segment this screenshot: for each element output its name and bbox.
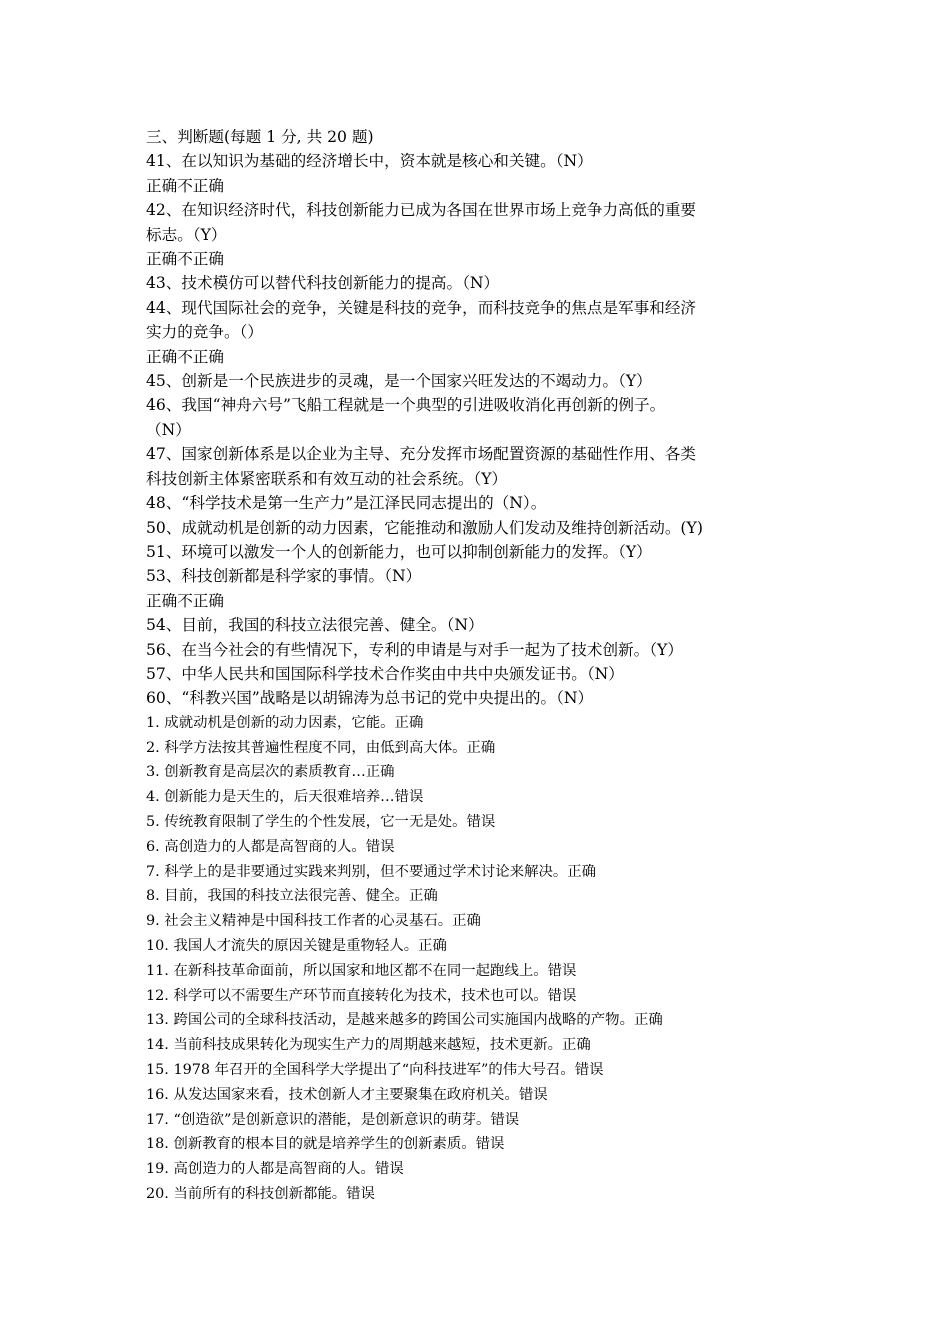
text-line: 正确不正确: [146, 347, 224, 366]
text-line: 科技创新主体紧密联系和有效互动的社会系统。（Y）: [146, 469, 508, 488]
list-item: 5. 传统教育限制了学生的个性发展，它一无是处。错误: [146, 813, 496, 830]
text-line: 正确不正确: [146, 250, 224, 269]
text-line: 57、中华人民共和国国际科学技术合作奖由中共中央颁发证书。（N）: [146, 664, 624, 683]
list-item: 7. 科学上的是非要通过实践来判别，但不要通过学术讨论来解决。正确: [146, 863, 597, 880]
list-item: 18. 创新教育的根本目的就是培养学生的创新素质。错误: [146, 1136, 505, 1153]
list-item: 10. 我国人才流失的原因关键是重物轻人。正确: [146, 937, 447, 954]
list-item: 14. 当前科技成果转化为现实生产力的周期越来越短，技术更新。正确: [146, 1037, 591, 1054]
list-item: 19. 高创造力的人都是高智商的人。错误: [146, 1161, 404, 1178]
list-item: 20. 当前所有的科技创新都能。错误: [146, 1185, 375, 1202]
text-line: （N）: [146, 420, 191, 439]
judgment-questions: [146, 149, 826, 710]
text-line: 60、“科教兴国”战略是以胡锦涛为总书记的党中央提出的。（N）: [146, 689, 594, 708]
list-item: 2. 科学方法按其普遍性程度不同，由低到高大体。正确: [146, 739, 496, 756]
list-item: 17. “创造欲”是创新意识的潜能，是创新意识的萌芽。错误: [146, 1111, 520, 1128]
text-line: 44、现代国际社会的竞争，关键是科技的竞争，而科技竞争的焦点是军事和经济: [146, 298, 697, 317]
text-line: 51、环境可以激发一个人的创新能力，也可以抑制创新能力的发挥。（Y）: [146, 542, 652, 561]
list-item: 12. 科学可以不需要生产环节而直接转化为技术，技术也可以。错误: [146, 987, 577, 1004]
list-item: 4. 创新能力是天生的，后天很难培养…错误: [146, 789, 424, 806]
text-line: 正确不正确: [146, 176, 224, 195]
list-item: 15. 1978 年召开的全国科学大学提出了“向科技进军”的伟大号召。错误: [146, 1061, 604, 1078]
text-line: 53、科技创新都是科学家的事情。（N）: [146, 567, 422, 586]
list-item: 16. 从发达国家来看，技术创新人才主要聚集在政府机关。错误: [146, 1086, 548, 1103]
text-line: 45、创新是一个民族进步的灵魂，是一个国家兴旺发达的不竭动力。（Y）: [146, 372, 652, 391]
text-line: 54、目前，我国的科技立法很完善、健全。（N）: [146, 616, 484, 635]
text-line: 50、成就动机是创新的动力因素，它能推动和激励人们发动及维持创新活动。(Y): [146, 518, 703, 537]
text-line: 47、国家创新体系是以企业为主导、充分发挥市场配置资源的基础性作用、各类: [146, 445, 697, 464]
text-line: 48、“科学技术是第一生产力”是江泽民同志提出的（N）。: [146, 494, 547, 513]
list-item: 13. 跨国公司的全球科技活动，是越来越多的跨国公司实施国内战略的产物。正确: [146, 1012, 663, 1029]
text-line: 41、在以知识为基础的经济增长中，资本就是核心和关键。（N）: [146, 152, 593, 171]
text-line: 正确不正确: [146, 591, 224, 610]
list-item: 6. 高创造力的人都是高智商的人。错误: [146, 838, 395, 855]
text-line: 56、在当今社会的有些情况下，专利的申请是与对手一起为了技术创新。（Y）: [146, 640, 683, 659]
section-title: 三、判断题(每题 1 分, 共 20 题): [146, 128, 374, 146]
list-item: 9. 社会主义精神是中国科技工作者的心灵基石。正确: [146, 913, 481, 930]
text-line: 46、我国“神舟六号”飞船工程就是一个典型的引进吸收消化再创新的例子。: [146, 396, 666, 415]
list-item: 11. 在新科技革命面前，所以国家和地区都不在同一起跑线上。错误: [146, 962, 577, 979]
text-line: 标志。（Y）: [146, 225, 227, 244]
document-page: [146, 125, 826, 1207]
list-item: 8. 目前，我国的科技立法很完善、健全。正确: [146, 888, 438, 905]
numbered-answers: [146, 711, 826, 1207]
list-item: 1. 成就动机是创新的动力因素，它能。正确: [146, 714, 424, 731]
text-line: 43、技术模仿可以替代科技创新能力的提高。（N）: [146, 274, 500, 293]
text-line: 实力的竞争。（）: [146, 323, 263, 342]
list-item: 3. 创新教育是高层次的素质教育…正确: [146, 764, 395, 781]
text-line: 42、在知识经济时代，科技创新能力已成为各国在世界市场上竞争力高低的重要: [146, 201, 697, 220]
